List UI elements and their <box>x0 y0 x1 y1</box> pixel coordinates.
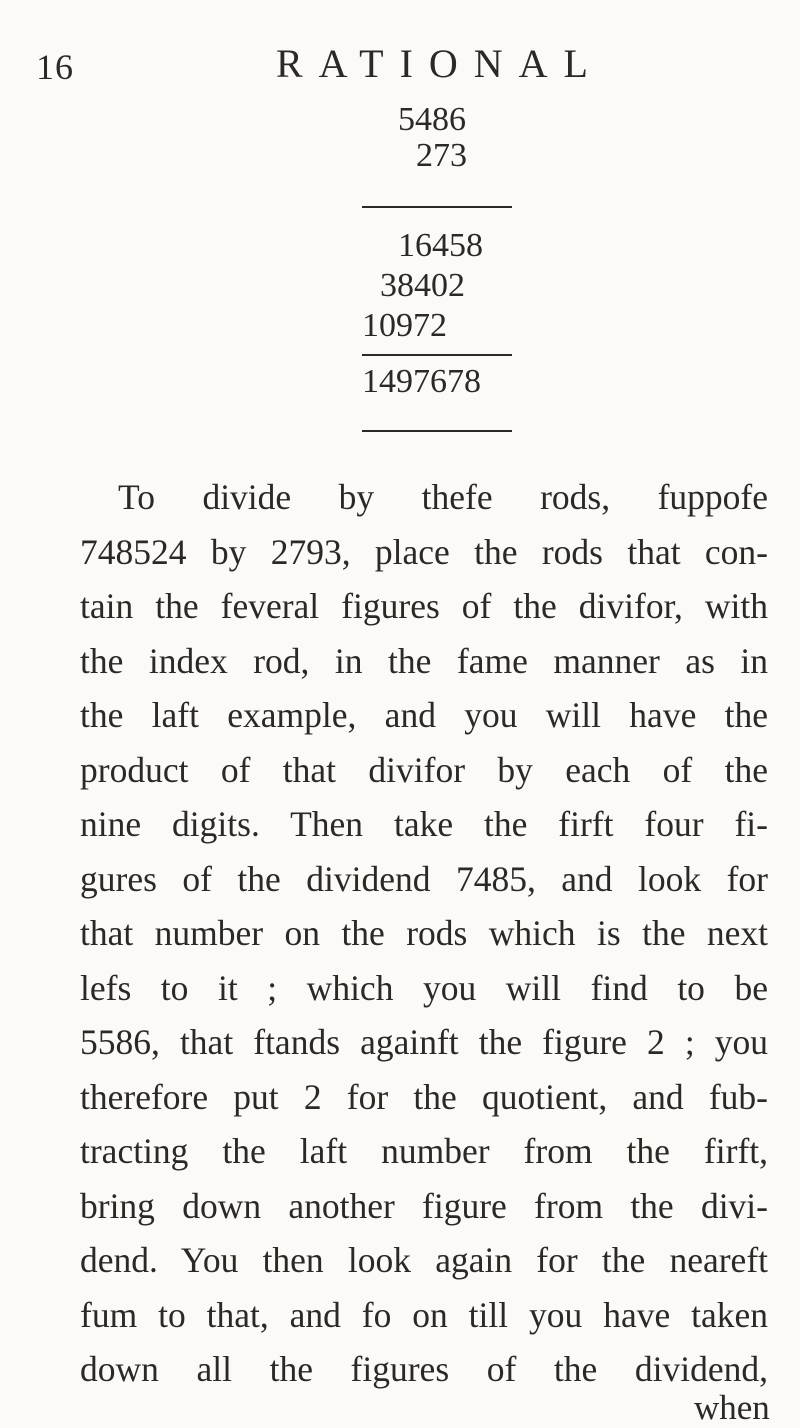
text-line: the laft example, and you will have the <box>80 695 768 735</box>
text-line: product of that divifor by each of the <box>80 749 768 790</box>
text-line: tracting the laft number from the firft, <box>80 1131 768 1171</box>
text-line: lefs to it ; which you will find to be <box>80 967 768 1008</box>
text-line: that number on the rods which is the next <box>80 913 768 953</box>
text-line: nine digits. Then take the firft four fi- <box>80 804 768 844</box>
partial-product-3: 10972 <box>362 307 447 344</box>
rule-above-result <box>362 354 512 356</box>
text-line: therefore put 2 for the quotient, and fub- <box>80 1076 768 1117</box>
text-line: tain the feveral figures of the divifor, with <box>80 586 768 626</box>
catchword: when <box>694 1388 770 1427</box>
text-line: dend. You then look again for the neareft <box>80 1240 768 1280</box>
rule-below-result <box>362 430 512 432</box>
text-line: bring down another figure from the divi- <box>80 1185 768 1226</box>
partial-product-2: 38402 <box>380 267 465 304</box>
text-line: To divide by thefe rods, fuppofe <box>118 477 768 517</box>
text-line: fum to that, and fo on till you have taken <box>80 1294 768 1335</box>
product-result: 1497678 <box>362 363 481 400</box>
text-line: the index rod, in the fame manner as in <box>80 640 768 681</box>
text-line: 748524 by 2793, place the rods that con- <box>80 531 768 572</box>
partial-product-1: 16458 <box>398 227 483 264</box>
page-number: 16 <box>36 47 74 87</box>
multiplier: 273 <box>416 137 467 174</box>
rule-above-partials <box>362 206 512 208</box>
text-line: 5586, that ftands againft the figure 2 ; you <box>80 1022 768 1062</box>
running-head: RATIONAL <box>276 41 604 86</box>
multiplicand: 5486 <box>398 101 466 138</box>
text-line: gures of the dividend 7485, and look for <box>80 858 768 899</box>
division-paragraph <box>80 470 768 1397</box>
text-line: down all the figures of the dividend, <box>80 1349 768 1389</box>
